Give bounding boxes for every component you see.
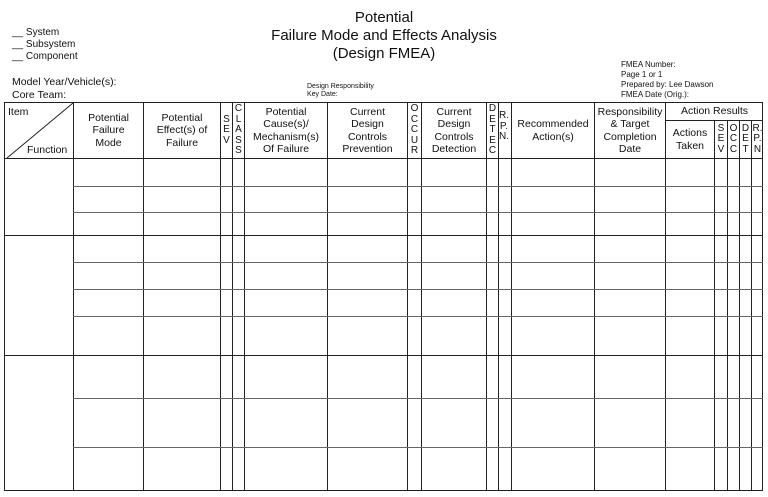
col-line bbox=[327, 102, 328, 491]
row-line bbox=[73, 186, 763, 187]
col-line bbox=[421, 102, 422, 491]
form-title-line2: Failure Mode and Effects Analysis bbox=[271, 27, 497, 44]
sev-header: S E V bbox=[223, 113, 230, 146]
prevention-header: Current Design Controls Prevention bbox=[342, 105, 393, 155]
rpn-header: R. P. N. bbox=[499, 110, 509, 142]
col-line bbox=[407, 102, 408, 491]
component-check[interactable]: __ Component bbox=[12, 51, 78, 62]
occur-header: O C C U R bbox=[410, 103, 419, 157]
row-line bbox=[73, 316, 763, 317]
col-line bbox=[665, 102, 666, 491]
effects-header: Potential Effect(s) of Failure bbox=[156, 111, 208, 149]
recommended-actions-header: Recommended Action(s) bbox=[517, 118, 589, 143]
col-line bbox=[73, 102, 74, 491]
col-line bbox=[486, 102, 487, 491]
detection-header: Current Design Controls Detection bbox=[431, 105, 477, 155]
ar-occ-header: O C C bbox=[729, 122, 738, 155]
fmea-number-label: FMEA Number: bbox=[621, 60, 676, 69]
page-label: Page 1 or 1 bbox=[621, 70, 663, 79]
row-line bbox=[73, 289, 763, 290]
ar-sev-header: S E V bbox=[717, 122, 725, 155]
ar-rpn-header: R. P. N bbox=[752, 122, 763, 155]
class-header: C L A S S bbox=[234, 103, 243, 157]
col-line bbox=[220, 102, 221, 491]
key-date-label: Key Date: bbox=[307, 91, 338, 98]
prepared-by-label: Prepared by: Lee Dawson bbox=[621, 80, 714, 89]
system-check[interactable]: __ System bbox=[12, 27, 60, 38]
subsystem-check[interactable]: __ Subsystem bbox=[12, 39, 76, 50]
group-line bbox=[4, 355, 763, 356]
fmea-table bbox=[4, 102, 763, 491]
item-header: Item bbox=[8, 106, 29, 118]
col-line bbox=[714, 120, 715, 491]
responsibility-header: Responsibility & Target Completion Date bbox=[597, 105, 663, 155]
model-year-label: Model Year/Vehicle(s): bbox=[12, 76, 117, 88]
row-line bbox=[73, 447, 763, 448]
row-line bbox=[73, 398, 763, 399]
header-bottom-line bbox=[4, 158, 763, 159]
function-header: Function bbox=[27, 144, 68, 156]
action-results-header: Action Results bbox=[680, 105, 749, 118]
row-line bbox=[73, 212, 763, 213]
col-line bbox=[143, 102, 144, 491]
failure-mode-header: Potential Failure Mode bbox=[88, 111, 129, 149]
row-line bbox=[73, 262, 763, 263]
detec-header: D E T E C bbox=[488, 103, 497, 157]
group-line bbox=[4, 235, 763, 236]
fmea-date-label: FMEA Date (Orig.): bbox=[621, 90, 690, 99]
actions-taken-header: Actions Taken bbox=[672, 127, 708, 152]
col-line bbox=[727, 120, 728, 491]
col-line bbox=[751, 120, 752, 491]
form-title-line3: (Design FMEA) bbox=[332, 45, 436, 62]
core-team-label: Core Team: bbox=[12, 89, 67, 101]
col-line bbox=[594, 102, 595, 491]
design-responsibility-label: Design Responsibility bbox=[307, 83, 374, 90]
col-line bbox=[244, 102, 245, 491]
form-title-line1: Potential bbox=[354, 9, 414, 26]
ar-det-header: D E T bbox=[741, 122, 750, 155]
col-line bbox=[739, 120, 740, 491]
causes-header: Potential Cause(s)/ Mechanism(s) Of Failure bbox=[253, 105, 319, 155]
col-line bbox=[232, 102, 233, 491]
col-line bbox=[511, 102, 512, 491]
